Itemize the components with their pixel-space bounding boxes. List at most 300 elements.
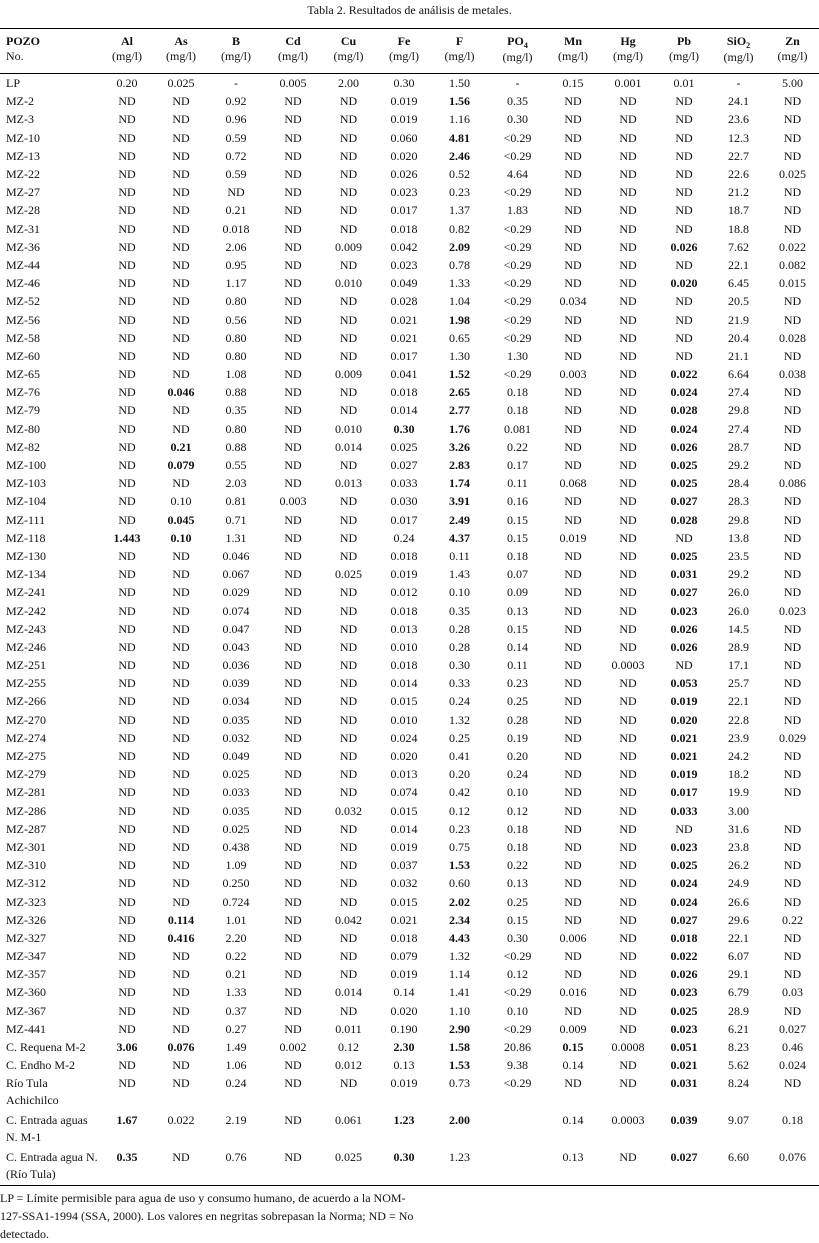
cell-zn: ND	[783, 694, 802, 709]
cell-al: ND	[118, 803, 136, 818]
well-name: C. Requena M-2	[6, 1040, 86, 1055]
cell-b: 0.59	[225, 167, 247, 182]
cell-cu: 0.042	[335, 912, 362, 927]
cell-cd: ND	[284, 821, 302, 836]
cell-hg: ND	[619, 1021, 637, 1036]
cell-zn: ND	[783, 221, 802, 236]
cell-sio2: 3.00	[728, 803, 749, 818]
cell-po4: 0.07	[507, 567, 528, 582]
cell-fe: 0.014	[390, 676, 418, 691]
cell-cd: ND	[284, 967, 302, 982]
cell-pb: 0.020	[670, 712, 698, 727]
cell-cu: ND	[339, 294, 358, 309]
cell-al: 3.06	[116, 1040, 138, 1055]
cell-cd: ND	[284, 257, 302, 272]
well-name: MZ-287	[6, 821, 46, 836]
cell-cd: ND	[284, 458, 302, 473]
cell-f: 2.09	[449, 239, 470, 254]
cell-as: ND	[172, 130, 190, 145]
cell-cd: ND	[284, 348, 302, 363]
cell-al: ND	[118, 894, 136, 909]
cell-al: ND	[118, 876, 136, 891]
cell-mn: ND	[564, 548, 582, 563]
cell-fe: 0.010	[390, 639, 418, 654]
table-row	[0, 201, 819, 219]
cell-cu: ND	[339, 403, 358, 418]
cell-fe: 0.037	[390, 858, 418, 873]
cell-zn: 0.015	[779, 276, 806, 291]
cell-hg: ND	[619, 839, 637, 854]
cell-al: ND	[118, 785, 136, 800]
cell-cd: ND	[284, 876, 302, 891]
cell-f: 2.90	[449, 1021, 470, 1036]
cell-mn: ND	[564, 603, 582, 618]
cell-mn: ND	[564, 421, 582, 436]
table-row	[0, 420, 819, 438]
well-name: MZ-80	[6, 421, 40, 436]
cell-f: 0.23	[449, 821, 470, 836]
cell-as: ND	[172, 221, 190, 236]
cell-zn: 0.038	[779, 367, 806, 382]
well-name: MZ-44	[6, 257, 40, 272]
cell-pb: ND	[675, 330, 693, 345]
cell-zn: 0.076	[779, 1149, 806, 1164]
well-name: MZ-28	[6, 203, 40, 218]
cell-cd: ND	[284, 749, 302, 764]
cell-al: ND	[118, 294, 136, 309]
cell-pb: 0.051	[670, 1040, 698, 1055]
cell-cu: ND	[339, 312, 358, 327]
cell-f: 4.81	[449, 130, 470, 145]
header-hg: Hg (mg/l)	[613, 34, 643, 63]
cell-po4: -	[515, 76, 520, 91]
cell-cd: ND	[284, 676, 302, 691]
cell-f: 0.30	[449, 658, 470, 673]
cell-cu: 0.009	[335, 367, 362, 382]
cell-zn: 0.03	[782, 985, 803, 1000]
cell-pb: 0.026	[670, 967, 698, 982]
cell-po4: 0.24	[507, 767, 528, 782]
cell-zn: ND	[783, 949, 802, 964]
cell-f: 2.02	[449, 894, 470, 909]
well-name: MZ-56	[6, 312, 40, 327]
cell-al: ND	[118, 367, 136, 382]
table-row	[0, 874, 819, 892]
cell-as: ND	[172, 621, 190, 636]
cell-al: 1.67	[116, 1112, 138, 1127]
cell-cd: ND	[284, 839, 302, 854]
cell-mn: ND	[564, 385, 582, 400]
cell-cu: 0.010	[335, 421, 362, 436]
cell-mn: ND	[564, 658, 582, 673]
cell-hg: ND	[619, 912, 637, 927]
cell-f: 0.60	[449, 876, 470, 891]
cell-zn: 0.22	[782, 912, 803, 927]
cell-pb: 0.039	[670, 1112, 698, 1127]
cell-cu: ND	[339, 148, 358, 163]
cell-pb: 0.025	[670, 476, 698, 491]
cell-cu: ND	[339, 821, 358, 836]
table-row	[0, 165, 819, 183]
cell-cd: ND	[284, 330, 302, 345]
cell-hg: ND	[619, 676, 637, 691]
cell-fe: 0.027	[390, 458, 418, 473]
cell-fe: 0.017	[390, 348, 418, 363]
cell-cu: ND	[339, 167, 358, 182]
well-name: MZ-31	[6, 221, 40, 236]
cell-hg: ND	[619, 930, 637, 945]
cell-al: ND	[118, 348, 136, 363]
cell-mn: ND	[564, 694, 582, 709]
cell-mn: ND	[564, 403, 582, 418]
cell-pb: 0.021	[670, 730, 698, 745]
cell-b: 0.250	[222, 876, 250, 891]
well-name: MZ-22	[6, 167, 40, 182]
cell-hg: ND	[619, 348, 637, 363]
cell-fe: 0.30	[393, 421, 415, 436]
cell-al: ND	[118, 421, 136, 436]
cell-hg: ND	[619, 1058, 637, 1073]
cell-cu: ND	[339, 894, 358, 909]
cell-hg: ND	[619, 621, 637, 636]
cell-sio2: 21.2	[728, 185, 749, 200]
cell-hg: 0.0008	[611, 1040, 645, 1055]
cell-mn: ND	[564, 858, 582, 873]
cell-zn: ND	[783, 403, 802, 418]
cell-zn: 0.025	[779, 167, 806, 182]
cell-f: 2.83	[449, 458, 470, 473]
cell-b: 0.018	[222, 221, 250, 236]
cell-mn: ND	[564, 494, 582, 509]
cell-po4: 0.18	[507, 548, 528, 563]
cell-pb: ND	[675, 130, 693, 145]
cell-al: ND	[118, 1003, 136, 1018]
cell-as: ND	[172, 403, 190, 418]
cell-al: ND	[118, 858, 136, 873]
cell-b: 1.49	[225, 1040, 247, 1055]
cell-hg: ND	[619, 530, 637, 545]
cell-mn: 0.068	[559, 476, 587, 491]
cell-hg: 0.0003	[611, 1112, 645, 1127]
cell-po4: 0.25	[507, 894, 528, 909]
cell-cu: ND	[339, 203, 358, 218]
cell-zn: ND	[783, 148, 802, 163]
cell-sio2: 6.45	[728, 276, 749, 291]
cell-cd: ND	[284, 985, 302, 1000]
cell-pb: 0.020	[670, 276, 698, 291]
cell-b: 0.029	[222, 585, 250, 600]
cell-sio2: 26.0	[728, 585, 749, 600]
cell-zn: ND	[783, 930, 802, 945]
cell-cd: ND	[284, 912, 302, 927]
cell-zn: ND	[783, 658, 802, 673]
cell-f: 1.30	[449, 348, 470, 363]
cell-sio2: 6.79	[728, 985, 749, 1000]
cell-sio2: 29.2	[728, 458, 749, 473]
cell-zn: 0.024	[779, 1058, 806, 1073]
cell-sio2: 21.1	[728, 348, 749, 363]
cell-sio2: 26.2	[728, 858, 749, 873]
cell-cd: ND	[284, 185, 302, 200]
cell-sio2: 28.4	[728, 476, 749, 491]
cell-hg: 0.001	[614, 76, 642, 91]
cell-as: ND	[172, 858, 190, 873]
cell-po4: 0.30	[507, 112, 528, 127]
cell-cu: 0.009	[335, 239, 362, 254]
cell-zn: 0.18	[782, 1112, 803, 1127]
cell-cd: ND	[284, 94, 302, 109]
cell-sio2: 13.8	[728, 530, 749, 545]
cell-hg: ND	[619, 367, 637, 382]
cell-sio2: 28.7	[728, 439, 749, 454]
cell-f: 0.35	[449, 603, 470, 618]
cell-mn: ND	[564, 185, 582, 200]
cell-hg: ND	[619, 203, 637, 218]
cell-zn: ND	[783, 312, 802, 327]
cell-zn: ND	[783, 639, 802, 654]
cell-as: ND	[172, 985, 190, 1000]
cell-zn: ND	[783, 821, 802, 836]
table-row	[0, 692, 819, 710]
cell-po4	[488, 1148, 547, 1185]
cell-b: 0.21	[225, 967, 247, 982]
cell-hg: ND	[619, 639, 637, 654]
cell-b: 1.06	[225, 1058, 247, 1073]
cell-pb: ND	[675, 257, 693, 272]
cell-cd: ND	[284, 767, 302, 782]
cell-b: 0.88	[225, 439, 247, 454]
well-name: MZ-367	[6, 1003, 46, 1018]
cell-zn: ND	[783, 112, 802, 127]
well-name: MZ-327	[6, 930, 46, 945]
cell-al: 0.35	[116, 1149, 138, 1164]
cell-cd: ND	[284, 712, 302, 727]
cell-fe: 0.079	[390, 949, 418, 964]
cell-f: 1.10	[449, 1003, 470, 1018]
cell-b: 2.20	[225, 930, 247, 945]
cell-b: 0.95	[225, 257, 247, 272]
cell-sio2: 18.8	[728, 221, 749, 236]
cell-cd: ND	[284, 1021, 302, 1036]
cell-mn: ND	[564, 512, 582, 527]
cell-as: ND	[172, 785, 190, 800]
cell-b: 1.01	[225, 912, 247, 927]
cell-po4: 9.38	[507, 1058, 528, 1073]
cell-cu: ND	[339, 530, 358, 545]
cell-al: ND	[118, 167, 136, 182]
cell-fe: 1.23	[393, 1112, 415, 1127]
cell-f: 1.04	[449, 294, 470, 309]
cell-sio2: 28.9	[728, 1003, 749, 1018]
table-row	[0, 838, 819, 856]
cell-al: ND	[118, 712, 136, 727]
cell-hg: ND	[619, 330, 637, 345]
cell-as: ND	[172, 548, 190, 563]
cell-cu: ND	[339, 639, 358, 654]
cell-zn: ND	[783, 494, 802, 509]
cell-fe: 0.24	[393, 530, 415, 545]
well-name: MZ-58	[6, 330, 40, 345]
cell-as: ND	[172, 112, 190, 127]
cell-po4: 0.22	[507, 858, 528, 873]
cell-fe: 0.018	[390, 658, 418, 673]
cell-fe: 0.018	[390, 930, 418, 945]
cell-fe: 0.019	[390, 567, 418, 582]
cell-cu: ND	[339, 658, 358, 673]
cell-f: 1.52	[449, 367, 470, 382]
cell-po4: 0.11	[507, 658, 528, 673]
cell-sio2: 23.8	[728, 839, 749, 854]
cell-as: ND	[172, 348, 190, 363]
cell-mn: 0.003	[559, 367, 587, 382]
table-row	[0, 1020, 819, 1038]
cell-f: 0.20	[449, 767, 470, 782]
cell-mn: ND	[564, 749, 582, 764]
cell-cd: ND	[284, 403, 302, 418]
header-zn: Zn (mg/l)	[777, 34, 808, 63]
cell-zn: ND	[783, 894, 802, 909]
cell-fe: 0.13	[393, 1058, 415, 1073]
cell-po4: 0.13	[507, 603, 528, 618]
cell-as: 0.21	[170, 439, 192, 454]
cell-as: ND	[172, 730, 190, 745]
cell-po4: 0.17	[507, 458, 528, 473]
cell-mn: ND	[564, 276, 582, 291]
cell-fe: 0.074	[390, 785, 418, 800]
cell-f: 2.46	[449, 148, 470, 163]
cell-al: ND	[118, 839, 136, 854]
cell-po4	[488, 1111, 547, 1148]
cell-al: ND	[118, 912, 136, 927]
cell-cu: ND	[339, 749, 358, 764]
cell-mn: ND	[564, 967, 582, 982]
cell-cd: ND	[284, 512, 302, 527]
cell-pb: 0.053	[670, 676, 698, 691]
cell-al: ND	[118, 439, 136, 454]
cell-po4: 0.18	[507, 839, 528, 854]
well-name: MZ-46	[6, 276, 40, 291]
cell-sio2: 23.5	[728, 548, 749, 563]
cell-as: ND	[172, 1076, 190, 1091]
cell-po4: 1.83	[507, 203, 528, 218]
cell-cu: 0.061	[335, 1112, 362, 1127]
cell-pb: 0.024	[670, 876, 698, 891]
cell-fe: 0.013	[390, 621, 418, 636]
cell-hg: ND	[619, 548, 637, 563]
cell-fe: 0.020	[390, 1003, 418, 1018]
cell-b: -	[234, 76, 238, 91]
cell-as: ND	[172, 712, 190, 727]
cell-po4: 0.15	[507, 512, 528, 527]
cell-as: ND	[172, 876, 190, 891]
cell-f: 1.43	[449, 567, 470, 582]
header-row	[0, 31, 819, 70]
cell-hg: ND	[619, 694, 637, 709]
cell-cu: 0.014	[335, 985, 362, 1000]
cell-b: 0.025	[222, 821, 250, 836]
cell-po4: <0.29	[503, 294, 532, 309]
cell-cu: ND	[339, 949, 358, 964]
cell-fe: 0.30	[393, 1149, 415, 1164]
cell-b: 0.074	[222, 603, 250, 618]
cell-b: 0.72	[225, 148, 247, 163]
cell-b: 0.80	[225, 348, 247, 363]
cell-po4: 0.18	[507, 385, 528, 400]
cell-as: ND	[172, 257, 190, 272]
cell-cu: 0.011	[335, 1021, 362, 1036]
well-name: MZ-3	[6, 112, 34, 127]
cell-pb: 0.023	[670, 603, 698, 618]
cell-as: 0.022	[167, 1112, 195, 1127]
cell-fe: 0.033	[390, 476, 418, 491]
table-row	[0, 674, 819, 692]
cell-cd: ND	[284, 130, 302, 145]
cell-al: ND	[118, 312, 136, 327]
cell-cd: ND	[284, 530, 302, 545]
cell-mn: ND	[564, 639, 582, 654]
cell-b: 0.033	[222, 785, 250, 800]
cell-as: ND	[172, 367, 190, 382]
cell-mn: ND	[564, 949, 582, 964]
cell-hg: ND	[619, 821, 637, 836]
cell-pb: 0.019	[670, 767, 698, 782]
cell-al: ND	[118, 548, 136, 563]
cell-sio2: 19.9	[728, 785, 749, 800]
cell-f: 0.28	[449, 639, 470, 654]
table-row	[0, 911, 819, 929]
cell-fe: 0.024	[390, 730, 418, 745]
cell-cu: ND	[339, 221, 358, 236]
cell-cu: ND	[339, 876, 358, 891]
cell-cu: ND	[339, 1076, 358, 1091]
cell-al: ND	[118, 621, 136, 636]
well-name: MZ-323	[6, 894, 46, 909]
table-row	[0, 129, 819, 147]
well-name: MZ-60	[6, 348, 40, 363]
cell-hg: ND	[619, 494, 637, 509]
table-row	[0, 1038, 819, 1056]
well-name: MZ-65	[6, 367, 40, 382]
cell-f: 0.25	[449, 730, 470, 745]
cell-pb: 0.023	[670, 1021, 698, 1036]
cell-pb: ND	[675, 185, 693, 200]
cell-f: 2.65	[449, 385, 470, 400]
cell-b: 0.96	[225, 112, 247, 127]
well-name: C. Entrada aguas N. M-1	[6, 1112, 88, 1144]
cell-sio2: 7.62	[728, 239, 749, 254]
cell-po4: 0.19	[507, 730, 528, 745]
cell-cd: ND	[284, 603, 302, 618]
table-row	[0, 929, 819, 947]
cell-cd: ND	[284, 385, 302, 400]
cell-f: 1.74	[449, 476, 470, 491]
cell-f: 0.23	[449, 185, 470, 200]
cell-al: ND	[118, 494, 136, 509]
cell-zn: 0.022	[779, 239, 806, 254]
cell-cu: 0.025	[335, 567, 362, 582]
well-name: MZ-13	[6, 148, 40, 163]
well-name: MZ-326	[6, 912, 46, 927]
cell-cu: ND	[339, 130, 358, 145]
cell-cu: ND	[339, 694, 358, 709]
cell-zn: 0.086	[779, 476, 806, 491]
cell-mn: ND	[564, 803, 582, 818]
cell-cd: ND	[284, 276, 302, 291]
well-name: C. Endho M-2	[6, 1058, 75, 1073]
cell-f: 1.32	[449, 949, 470, 964]
cell-f: 0.75	[449, 839, 470, 854]
cell-cd: ND	[284, 548, 302, 563]
